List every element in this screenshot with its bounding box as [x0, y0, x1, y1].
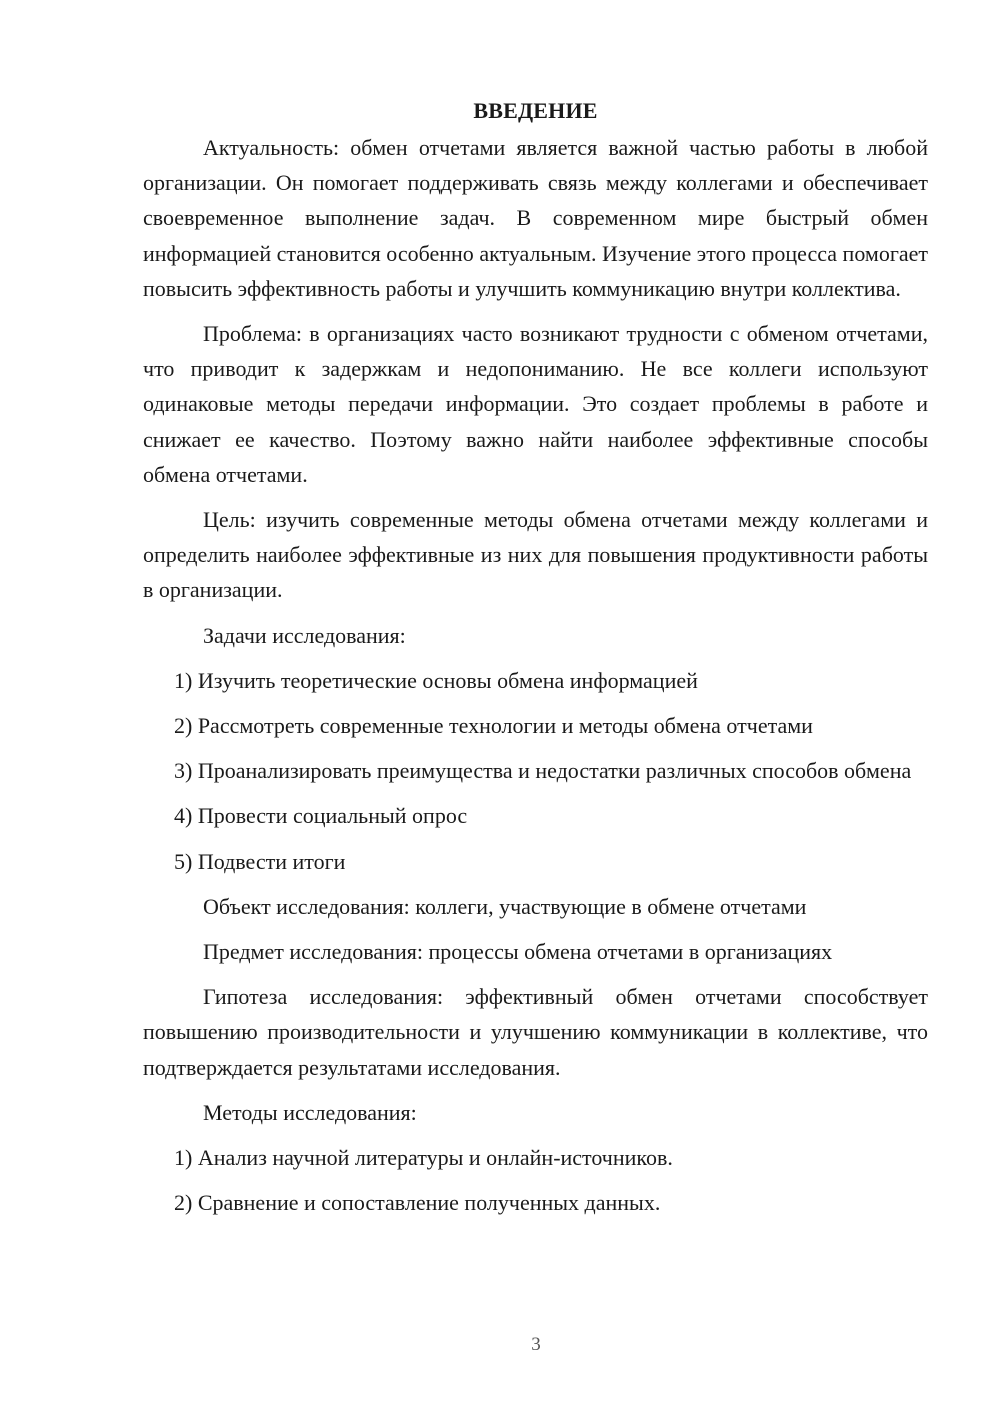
goal-paragraph: Цель: изучить современные методы обмена отчетами между коллегами и определить наиболее эффективные из них для повышения продуктивности работы в организации.: [143, 507, 928, 603]
task-item: 1) Изучить теоретические основы обмена информацией: [174, 667, 698, 693]
problem-paragraph: Проблема: в организациях часто возникают трудности с обменом отчетами, что приводит к задержкам и недопониманию. Не все коллеги используют одинаковые методы передачи информации. Это создает проблемы в работе и снижает ее качество. Поэтому важно найти наиболее эффективные способы обмена отчетами.: [143, 321, 928, 487]
section-title: ВВЕДЕНИЕ: [473, 98, 598, 123]
research-object: Объект исследования: коллеги, участвующие в обмене отчетами: [203, 893, 807, 919]
hypothesis-paragraph: Гипотеза исследования: эффективный обмен отчетами способствует повышению производительности и улучшению коммуникации в коллективе, что подтверждается результатами исследования.: [143, 984, 928, 1080]
task-item: 5) Подвести итоги: [174, 848, 346, 874]
tasks-heading: Задачи исследования:: [203, 622, 406, 648]
task-item: 3) Проанализировать преимущества и недостатки различных способов обмена: [174, 758, 912, 784]
page-number: 3: [531, 1334, 541, 1355]
research-subject: Предмет исследования: процессы обмена отчетами в организациях: [203, 939, 833, 965]
method-item: 1) Анализ научной литературы и онлайн-источников.: [174, 1145, 673, 1171]
methods-heading: Методы исследования:: [203, 1099, 417, 1125]
task-item: 2) Рассмотреть современные технологии и методы обмена отчетами: [174, 713, 813, 739]
relevance-paragraph: Актуальность: обмен отчетами является важной частью работы в любой организации. Он помогает поддерживать связь между коллегами и обеспечивает своевременное выполнение задач. В современном мире быстрый обмен информацией становится особенно актуальным. Изучение этого процесса помогает повысить эффективность работы и улучшить коммуникацию внутри коллектива.: [143, 135, 928, 301]
task-item: 4) Провести социальный опрос: [174, 803, 468, 829]
tasks-list: [143, 663, 928, 879]
method-item: 2) Сравнение и сопоставление полученных данных.: [174, 1190, 661, 1216]
document-body: [143, 96, 928, 1230]
methods-list: [143, 1140, 928, 1220]
